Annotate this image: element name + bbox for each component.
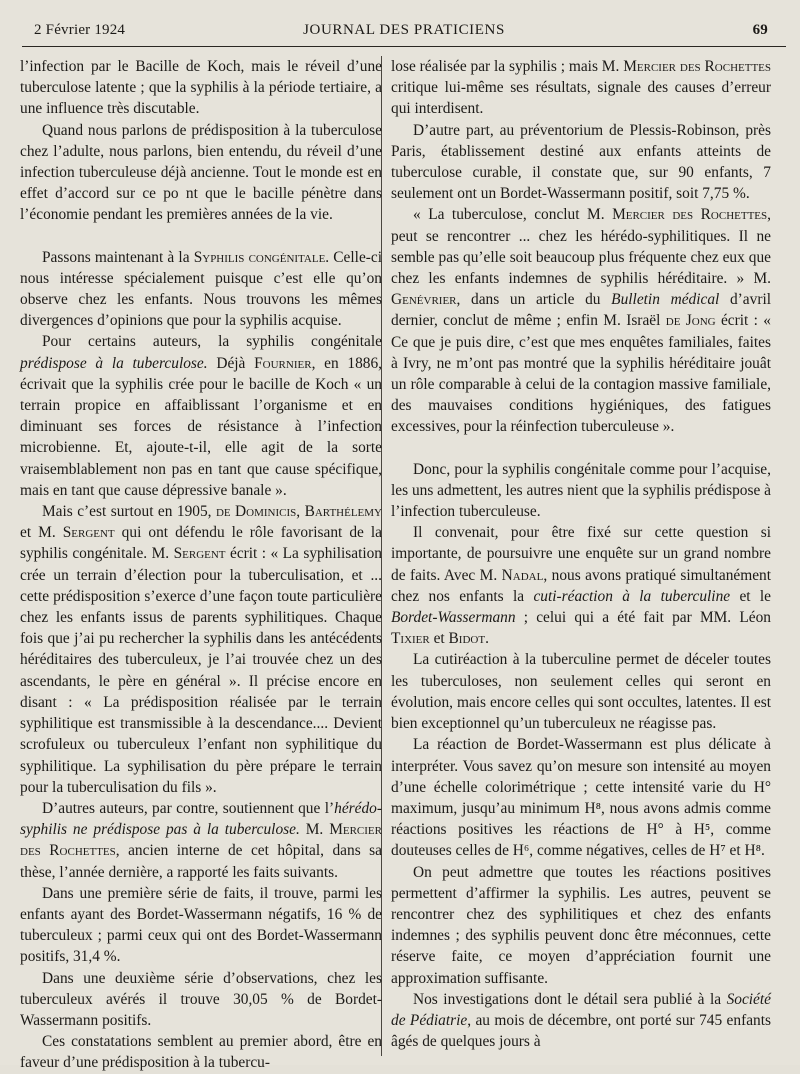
text-run: La réaction de Bordet-Wassermann est plus délicate à interpréter. Vous savez qu’on mesure son intensité au moyen d’une échelle colorimétrique ; cette intensité varie du H° maximum, jusqu’au minimum H⁸, nous avons admis comme réactions positives les réactions de H° à H⁵, comme douteuses celles de H⁶, comme négatives, celles de H⁷ et H⁸. <box>391 736 771 860</box>
paragraph <box>20 501 382 798</box>
text-run: Mercier des Rochettes <box>20 821 382 860</box>
text-run: M. <box>299 821 330 839</box>
text-run: Genévrier <box>391 291 457 309</box>
paragraph <box>391 862 771 989</box>
text-run: Donc, pour la syphilis congénitale comme pour l’acquise, les uns admettent, les autres nient que la syphilis prédispose à l’infection tuberculeuse. <box>391 460 771 521</box>
text-run: « La tuberculose, conclut M. <box>413 206 613 224</box>
paragraph <box>391 734 771 861</box>
text-run: Tixier <box>391 630 430 648</box>
text-run: lose réalisée par la syphilis ; mais M. <box>391 58 624 75</box>
issue-date: 2 Février 1924 <box>34 22 126 38</box>
text-run: écrit : « La syphilisation crée un terrain d’élection pour la tuberculisation, et ... cette prédisposition s’exerce d’une façon toute particulière chez les enfants issus de parents syphilitiques. Chaque fois que j’ai pu rechercher la syphilis dans les antécédents héréditaires des tuberculeux, je l’ai trouvée chez un des ascendants, le père en général ». Il précise encore en disant : « La prédisposition réalisée par le terrain syphilitique est transmissible à la descendance.... Devient scrofuleux ou tuberculeux l’enfant non syphilitique du syphilitique. La syphilisation du père prépare le terrain pour la tuberculisation du fils ». <box>20 545 383 796</box>
paragraph <box>20 1031 382 1073</box>
text-run: Mercier des Rochettes <box>623 58 772 75</box>
text-run: Mais c’est surtout en 1905, <box>42 503 216 521</box>
text-run: D’autres auteurs, par contre, soutiennent que l’ <box>42 799 335 817</box>
text-run: Nos investigations dont le détail sera publié à la <box>413 990 727 1008</box>
text-run: Quand nous parlons de prédisposition à la tuberculose chez l’adulte, nous parlons, bien entendu, du réveil d’une infection tuberculeuse déjà ancienne. Tout le monde est en effet d’accord sur ce po nt que le bacille pénètre dans l’économie pendant les premières années de la vie. <box>20 121 382 224</box>
paragraph <box>391 120 771 205</box>
paragraph <box>391 989 771 1053</box>
text-run: Société de Pédiatrie <box>391 990 771 1029</box>
text-run: l’infection par le Bacille de Koch, mais le réveil d’une tuberculose latente ; que la syphilis à la période tertiaire, a une influence très discutable. <box>20 58 382 118</box>
text-run: d’avril dernier, conclut de même ; enfin M. Israël <box>391 291 771 330</box>
text-run: Celle-ci nous intéresse spécialement puisque c’est elle qu’on observe chez les enfants. Nous trouvons les mêmes divergences d’opinions que pour la syphilis acquise. <box>20 248 383 330</box>
text-run: Il convenait, pour être fixé sur cette question si importante, de poursuivre une enquête sur un grand nombre de faits. Avec M. <box>391 524 771 584</box>
text-run: Bordet-Wassermann <box>391 609 516 627</box>
text-run: écrit : « Ce que je puis dire, c’est que mes enquêtes familiales, faites à Ivry, ne m’ont pas montré que la syphilis héréditaire jouât un rôle comparable à celui de la contagion massive familiale, des mauvaises conditions hygiéniques, des fatigues excessives, pour la réinfection tuberculeuse ». <box>391 312 772 436</box>
text-run: Dans une deuxième série d’observations, chez les tuberculeux avérés il trouve 30,05 % de Bordet-Wassermann positifs. <box>20 969 382 1029</box>
page-number: 69 <box>752 22 768 38</box>
text-run: Mercier des Rochettes <box>612 206 768 224</box>
text-run: Déjà <box>207 354 255 372</box>
text-run: cuti-réaction à la tuberculine <box>533 587 731 605</box>
text-run: Fournier <box>254 354 312 372</box>
header-rule <box>22 46 786 47</box>
paragraph <box>391 459 771 523</box>
paragraph <box>391 522 771 649</box>
text-run: qui ont défendu le rôle favorisant de la syphilis congénitale. M. <box>20 524 382 563</box>
right-column <box>391 56 771 1052</box>
text-run: Bulletin médical <box>611 291 720 309</box>
text-run: de Jong <box>665 312 716 330</box>
text-run: , dans un article du <box>456 291 612 309</box>
text-run: , nous avons pratiqué simultanément chez nos enfants la <box>391 566 771 605</box>
text-run: prédispose à la tuberculose. <box>20 354 208 372</box>
text-run: Ces constatations semblent au premier abord, être en faveur d’une prédisposition à la tubercu- <box>20 1033 382 1072</box>
paragraph <box>20 247 382 332</box>
paragraph <box>20 120 382 226</box>
text-run: ; celui qui a été fait par MM. Léon <box>515 609 771 627</box>
paragraph <box>391 56 771 120</box>
text-run: On peut admettre que toutes les réactions positives permettent d’affirmer la syphilis. Les autres, peuvent se rencontrer chez des syphilitiques et chez des enfants indemnes ; des syphilis peuvent donc être méconnues, cette réserve faite, ce moyen d’appréciation fournit une approximation suffisante. <box>391 863 771 987</box>
paragraph <box>20 883 382 968</box>
text-run: Sergent <box>62 524 115 542</box>
text-run: , ancien interne de cet hôpital, dans sa thèse, l’année dernière, a rapporté les faits suivants. <box>20 842 382 881</box>
paragraph <box>391 204 771 437</box>
paragraph <box>20 968 382 1032</box>
text-run: Nadal <box>501 566 544 584</box>
text-run: et le <box>730 587 771 605</box>
text-run: Pour certains auteurs, la syphilis congénitale <box>42 333 382 351</box>
text-run: D’autre part, au préventorium de Plessis-Robinson, près Paris, établissement destiné aux enfants atteints de tuberculose curable, il constate que, sur 90 enfants, 7 seulement ont un Bordet-Wassermann positif, soit 7,75 %. <box>391 121 771 203</box>
text-run: critique lui-même ses résultats, signale des causes d’erreur qui interdisent. <box>391 79 771 118</box>
text-run: , au mois de décembre, ont porté sur 745 enfants âgés de quelques jours à <box>391 1011 772 1051</box>
page-header <box>22 20 786 44</box>
text-run: Dans une première série de faits, il trouve, parmi les enfants ayant des Bordet-Wassermann négatifs, 16 % de tuberculeux ; parmi ceux qui ont des Bordet-Wassermann positifs, 31,4 %. <box>20 884 382 966</box>
journal-title: JOURNAL DES PRATICIENS <box>303 22 505 38</box>
text-run: Syphilis congénitale. <box>193 248 330 266</box>
left-column <box>20 56 382 1074</box>
text-run: , en 1886, écrivait que la syphilis crée pour le bacille de Koch « un terrain propice en affaiblissant l’organisme et en diminuant ses forces de résistance à l’infection microbienne. Et, ajoute-t-il, elle agit de la sorte vraisemblablement non pas en tant que cause spécifique, mais en tant que cause dépressive banale ». <box>20 354 383 499</box>
text-run: Passons maintenant à la <box>42 248 194 266</box>
text-run: La cutiréaction à la tuberculine permet de déceler toutes les tuberculoses, non seulement celles qui seront en évolution, mais encore celles qui sont occultes, latentes. Il est bien exceptionnel qu’un tuberculeux ne réagisse pas. <box>391 651 771 733</box>
text-run: . <box>485 630 489 648</box>
paragraph <box>20 798 382 883</box>
text-run: et <box>429 630 449 648</box>
text-run: , peut se rencontrer ... chez les hérédo-syphilitiques. Il ne semble pas qu’elle soit beaucoup plus fréquente chez eux que chez les enfants indemnes de syphilis héréditaire. » M. <box>391 206 771 288</box>
text-run: Bidot <box>448 630 486 648</box>
text-run: hérédo-syphilis ne prédispose pas à la tuberculose. <box>20 799 382 839</box>
paragraph <box>20 331 382 501</box>
paragraph <box>391 649 771 734</box>
paragraph <box>20 56 382 120</box>
text-run: et M. <box>20 524 63 542</box>
text-run: Sergent <box>173 545 226 563</box>
text-run: de Dominicis, Barthélemy <box>215 503 383 521</box>
